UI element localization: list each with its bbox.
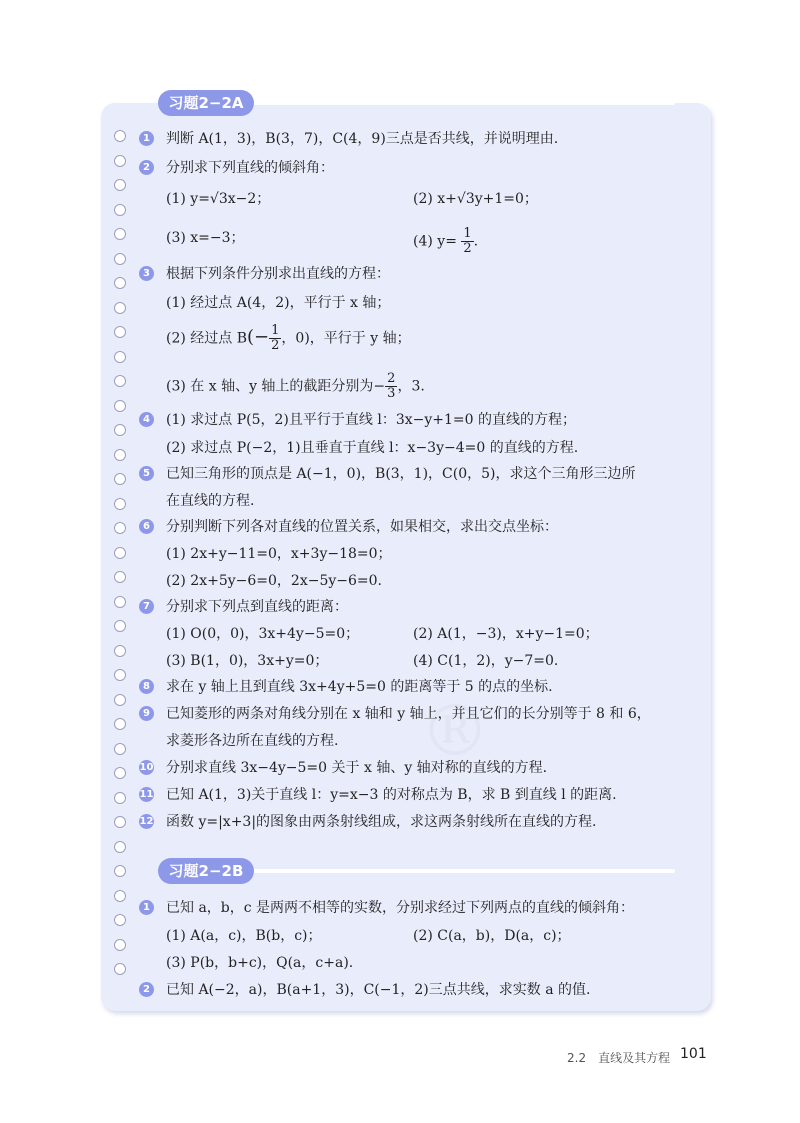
question-number-b1: 1 (139, 900, 154, 915)
binder-ring (114, 179, 126, 191)
binder-ring (114, 596, 126, 608)
question-a6-line-1: 分别判断下列各对直线的位置关系，如果相交，求出交点坐标： (166, 519, 558, 535)
question-a8-text: 求在 y 轴上且到直线 3x+4y+5=0 的距离等于 5 的点的坐标. (166, 679, 553, 695)
q7-part-3: (3) B(1，0)，3x+y=0； (166, 653, 329, 669)
binder-ring (114, 865, 126, 877)
watermark-mark: ® (420, 690, 510, 772)
question-number-a2: 2 (139, 160, 154, 175)
b1-part-1: (1) A(a，c)，B(b，c)； (166, 928, 322, 944)
binder-ring (114, 547, 126, 559)
question-number-a5: 5 (139, 466, 154, 481)
fraction: $\frac{1}{2}$ (463, 226, 472, 256)
binder-ring (114, 375, 126, 387)
page-number: 101 (680, 1046, 707, 1062)
q3-part-3: (3) 在 x 轴、y 轴上的截距分别为− $\frac{2}{3}$ ，3. (166, 371, 425, 401)
q3-part-2: (2) 经过点 B(− $\frac{1}{2}$ ，0)，平行于 y 轴； (166, 323, 411, 353)
question-number-a12: 12 (139, 816, 154, 827)
b1-part-3: (3) P(b，b+c)，Q(a，c+a). (166, 955, 354, 971)
question-number-a6: 6 (139, 519, 154, 534)
binder-ring (114, 326, 126, 338)
q2-part-3: (3) x=−3； (166, 230, 245, 246)
binder-ring (114, 963, 126, 975)
question-a7-text: 分别求下列点到直线的距离： (166, 599, 348, 615)
binder-ring (114, 473, 126, 485)
q7-part-2: (2) A(1，−3)，x+y−1=0； (413, 626, 599, 642)
question-a10-text: 分别求直线 3x−4y−5=0 关于 x 轴、y 轴对称的直线的方程. (166, 760, 548, 776)
question-a12-text: 函数 y=|x+3|的图象由两条射线组成，求这两条射线所在直线的方程. (166, 814, 597, 830)
q2-part-2: (2) x+√3y+1=0； (413, 191, 538, 207)
question-number-a8: 8 (139, 679, 154, 694)
q2-part-4: (4) y= $\frac{1}{2}$ . (413, 226, 479, 256)
question-a9-line-2: 求菱形各边所在直线的方程. (166, 733, 339, 749)
q7-part-4: (4) C(1，2)，y−7=0. (413, 653, 559, 669)
binder-ring (114, 718, 126, 730)
fraction: $\frac{1}{2}$ (271, 323, 280, 353)
binder-ring (114, 743, 126, 755)
binder-ring (114, 302, 126, 314)
binder-ring (114, 694, 126, 706)
question-number-b2: 2 (139, 982, 154, 997)
question-b1-text: 已知 a，b，c 是两两不相等的实数，分别求经过下列两点的直线的倾斜角： (166, 900, 635, 916)
binder-ring (114, 498, 126, 510)
binder-ring (114, 645, 126, 657)
question-number-a9: 9 (139, 706, 154, 721)
question-a6-line-3: (2) 2x+5y−6=0，2x−5y−6=0. (166, 573, 382, 589)
binder-ring (114, 351, 126, 363)
question-a2-text: 分别求下列直线的倾斜角： (166, 160, 334, 176)
question-a11-text: 已知 A(1，3)关于直线 l：y=x−3 的对称点为 B，求 B 到直线 l 的距离. (166, 787, 617, 803)
binder-ring (114, 277, 126, 289)
question-number-a3: 3 (139, 266, 154, 281)
binder-ring (114, 914, 126, 926)
question-number-a11: 11 (139, 789, 154, 800)
binder-ring (114, 400, 126, 412)
question-number-a10: 10 (139, 762, 154, 773)
binder-ring (114, 253, 126, 265)
question-number-a7: 7 (139, 599, 154, 614)
binder-ring (114, 620, 126, 632)
question-a5-line-2: 在直线的方程. (166, 493, 255, 509)
binder-ring (114, 669, 126, 681)
q3-part-1: (1) 经过点 A(4，2)，平行于 x 轴； (166, 295, 391, 311)
q7-part-1: (1) O(0，0)，3x+4y−5=0； (166, 626, 360, 642)
binder-ring (114, 841, 126, 853)
question-a3-text: 根据下列条件分别求出直线的方程： (166, 266, 390, 282)
binder-ring (114, 816, 126, 828)
question-a5-line-1: 已知三角形的顶点是 A(−1，0)，B(3，1)，C(0，5)，求这个三角形三边所 (166, 466, 636, 482)
section-b-tab: 习题2−2B (158, 858, 254, 884)
binder-ring (114, 522, 126, 534)
binder-ring (114, 228, 126, 240)
question-number-a1: 1 (139, 131, 154, 146)
binder-ring (114, 767, 126, 779)
binder-ring (114, 449, 126, 461)
b1-part-2: (2) C(a，b)，D(a，c)； (413, 928, 571, 944)
question-a4-line-2: (2) 求过点 P(−2，1)且垂直于直线 l：x−3y−4=0 的直线的方程. (166, 440, 579, 456)
question-a1-text: 判断 A(1，3)，B(3，7)，C(4，9)三点是否共线，并说明理由. (166, 131, 559, 147)
binder-ring (114, 890, 126, 902)
q2-part-1: (1) y=√3x−2； (166, 191, 271, 207)
binder-ring (114, 792, 126, 804)
fraction: $\frac{2}{3}$ (387, 371, 396, 401)
question-number-a4: 4 (139, 412, 154, 427)
running-footer: 2.2 直线及其方程 (567, 1051, 671, 1065)
binder-ring (114, 571, 126, 583)
binder-ring (114, 939, 126, 951)
binder-ring (114, 204, 126, 216)
question-a6-line-2: (1) 2x+y−11=0，x+3y−18=0； (166, 546, 392, 562)
question-a4-line-1: (1) 求过点 P(5，2)且平行于直线 l：3x−y+1=0 的直线的方程； (166, 412, 576, 428)
binder-ring (114, 130, 126, 142)
binder-ring (114, 155, 126, 167)
binder-ring (114, 424, 126, 436)
question-b2-text: 已知 A(−2，a)，B(a+1，3)，C(−1，2)三点共线，求实数 a 的值. (166, 982, 591, 998)
section-a-tab: 习题2−2A (158, 90, 254, 116)
question-a9-line-1: 已知菱形的两条对角线分别在 x 轴和 y 轴上，并且它们的长分别等于 8 和 6， (166, 706, 651, 722)
